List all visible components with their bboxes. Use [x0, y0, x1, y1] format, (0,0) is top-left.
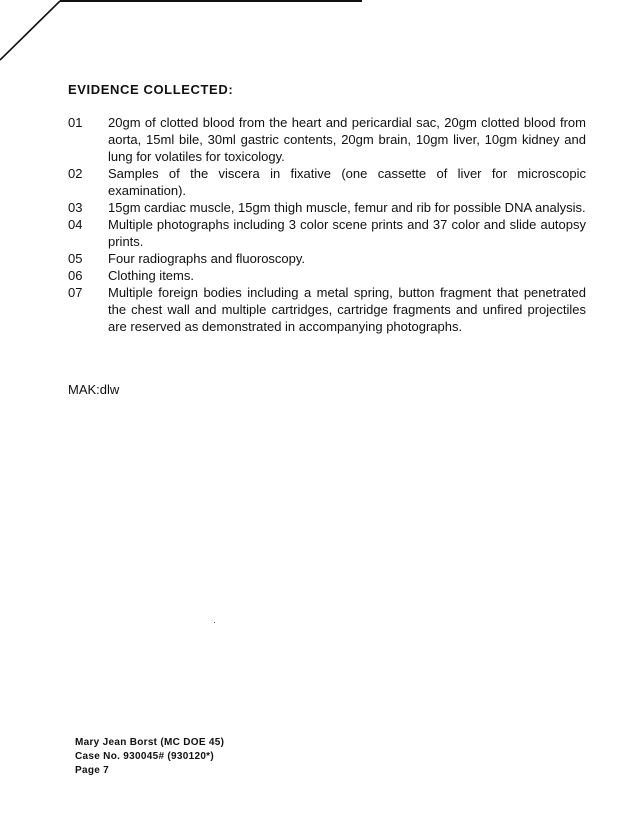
evidence-item — [68, 199, 586, 216]
page-corner-edge — [0, 0, 370, 70]
page-footer — [75, 736, 224, 778]
item-number: 06 — [68, 268, 83, 283]
item-number: 07 — [68, 285, 83, 300]
evidence-list — [68, 114, 586, 335]
evidence-item — [68, 250, 586, 267]
item-number: 02 — [68, 166, 83, 181]
evidence-item — [68, 165, 586, 199]
item-text: Four radiographs and fluoroscopy. — [108, 251, 306, 266]
item-text: 20gm of clotted blood from the heart and pericardial sac, 20gm clotted blood from aorta, 15ml bile, 30ml gastric contents, 20gm brain, 10gm liver, 10gm kidney and lung for volatiles for toxicology. — [108, 115, 586, 164]
author-initials: MAK:dlw — [68, 382, 120, 397]
item-text: Multiple foreign bodies including a metal spring, button fragment that penetrated the chest wall and multiple cartridges, cartridge fragments and unfired projectiles are reserved as demonstrated in accompanying photographs. — [108, 285, 586, 334]
evidence-item — [68, 284, 586, 335]
footer-case-line: Case No. 930045# (930120*) — [75, 751, 215, 762]
item-text: Samples of the viscera in fixative (one cassette of liver for microscopic examination). — [108, 166, 586, 198]
item-text: 15gm cardiac muscle, 15gm thigh muscle, femur and rib for possible DNA analysis. — [108, 200, 586, 215]
evidence-item — [68, 114, 586, 165]
evidence-item — [68, 267, 586, 284]
scan-speck — [214, 622, 215, 623]
footer-name-line: Mary Jean Borst (MC DOE 45) — [75, 737, 225, 748]
section-heading: EVIDENCE COLLECTED: — [68, 82, 234, 97]
item-number: 05 — [68, 251, 83, 266]
item-number: 04 — [68, 217, 83, 232]
item-text: Clothing items. — [108, 268, 194, 283]
evidence-item — [68, 216, 586, 250]
footer-page-line: Page 7 — [75, 765, 110, 776]
item-number: 01 — [68, 115, 83, 130]
item-text: Multiple photographs including 3 color scene prints and 37 color and slide autopsy prints. — [108, 217, 586, 249]
item-number: 03 — [68, 200, 83, 215]
